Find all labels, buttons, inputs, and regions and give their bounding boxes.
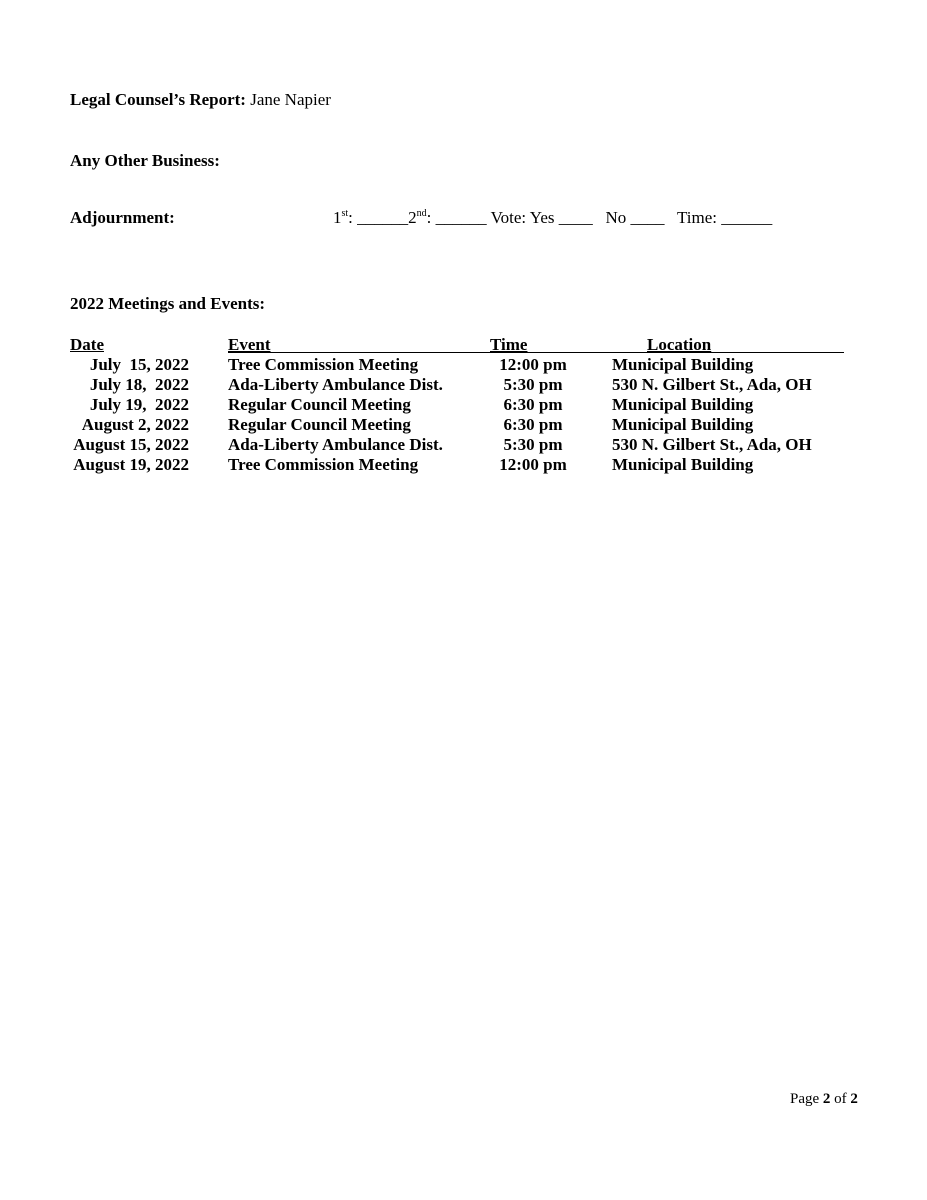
event-name: Tree Commission Meeting <box>228 355 419 374</box>
event-date: July 15, 2022 <box>89 355 189 374</box>
table-row <box>0 395 927 415</box>
event-time: 12:00 pm <box>499 455 567 474</box>
event-location: Municipal Building <box>612 355 754 374</box>
event-date: July 19, 2022 <box>89 395 189 414</box>
event-name: Regular Council Meeting <box>228 415 411 434</box>
total-pages: 2 <box>850 1091 858 1107</box>
table-row <box>0 435 927 455</box>
of-word: of <box>834 1091 847 1107</box>
event-time: 12:00 pm <box>499 355 567 374</box>
second-motion-ordinal: nd <box>416 208 427 219</box>
events-heading: 2022 Meetings and Events: <box>70 294 266 313</box>
second-motion-number: 2 <box>408 208 417 227</box>
event-name: Regular Council Meeting <box>228 395 411 414</box>
adjournment-vote-line <box>333 208 772 228</box>
legal-counsel-line <box>70 90 331 110</box>
event-time: 6:30 pm <box>503 415 563 434</box>
table-row <box>0 375 927 395</box>
event-time: 5:30 pm <box>503 375 563 394</box>
event-location: Municipal Building <box>612 415 754 434</box>
current-page: 2 <box>822 1091 831 1107</box>
column-header-date: Date <box>70 335 104 354</box>
event-location: Municipal Building <box>612 455 754 474</box>
header-rule <box>228 352 844 353</box>
column-header-location: Location <box>647 335 712 354</box>
event-date: August 15, 2022 <box>73 435 189 454</box>
page-number <box>790 1091 858 1108</box>
table-row <box>0 355 927 375</box>
event-date: August 19, 2022 <box>73 455 189 474</box>
first-motion-ordinal: st <box>341 208 349 219</box>
event-time: 6:30 pm <box>503 395 563 414</box>
legal-counsel-label: Legal Counsel’s Report: <box>70 90 246 109</box>
adjournment-label: Adjournment: <box>70 208 175 227</box>
event-location: 530 N. Gilbert St., Ada, OH <box>612 375 812 394</box>
event-date: July 18, 2022 <box>89 375 189 394</box>
event-name: Ada-Liberty Ambulance Dist. <box>228 435 443 454</box>
event-date: August 2, 2022 <box>81 415 189 434</box>
event-name: Ada-Liberty Ambulance Dist. <box>228 375 443 394</box>
first-motion-number: 1 <box>333 208 342 227</box>
event-name: Tree Commission Meeting <box>228 455 419 474</box>
column-header-event: Event <box>228 335 271 354</box>
page-word: Page <box>790 1091 820 1107</box>
first-motion-blank: : ______ <box>348 208 409 227</box>
event-location: 530 N. Gilbert St., Ada, OH <box>612 435 812 454</box>
column-header-time: Time <box>490 335 528 354</box>
event-location: Municipal Building <box>612 395 754 414</box>
vote-blanks: : ______ Vote: Yes ____ No ____ Time: ______ <box>426 208 773 227</box>
other-business-label: Any Other Business: <box>70 151 220 170</box>
legal-counsel-name: Jane Napier <box>250 90 331 109</box>
table-row <box>0 455 927 475</box>
table-row <box>0 415 927 435</box>
event-time: 5:30 pm <box>503 435 563 454</box>
